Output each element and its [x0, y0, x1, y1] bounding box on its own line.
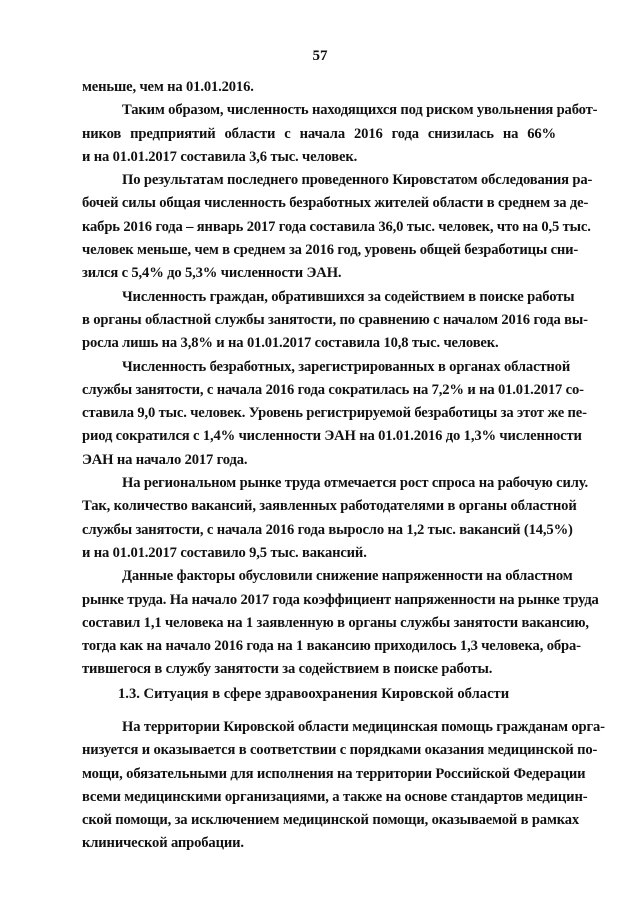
paragraph-line: составил 1,1 человека на 1 заявленную в органы службы занятости вакансию, [82, 614, 589, 631]
paragraph-line: ников предприятий области с начала 2016 года снизилась на 66% [82, 125, 556, 142]
paragraph-line: риод сократился с 1,4% численности ЭАН на 01.01.2016 до 1,3% численности [82, 428, 582, 445]
paragraph-line: ЭАН на начало 2017 года. [82, 451, 248, 468]
paragraph-line: тившегося в службу занятости за содействием в поиске работы. [82, 661, 493, 678]
paragraph-line: Так, количество вакансий, заявленных работодателями в органы областной [82, 498, 577, 515]
page-number: 57 [312, 48, 328, 64]
paragraph-line: службы занятости, с начала 2016 года сократилась на 7,2% и на 01.01.2017 со- [82, 381, 584, 398]
paragraph-line: Численность безработных, зарегистрированных в органах областной [122, 358, 571, 375]
paragraph-line: низуется и оказывается в соответствии с порядками оказания медицинской по- [82, 742, 598, 759]
paragraph-line: зился с 5,4% до 5,3% численности ЭАН. [82, 265, 342, 282]
paragraph-line: кабрь 2016 года – январь 2017 года составила 36,0 тыс. человек, что на 0,5 тыс. [82, 218, 591, 235]
paragraph-line: и на 01.01.2017 составило 9,5 тыс. вакансий. [82, 544, 367, 561]
paragraph-line: бочей силы общая численность безработных жителей области в среднем за де- [82, 195, 589, 212]
paragraph-line: меньше, чем на 01.01.2016. [82, 79, 254, 95]
paragraph-line: всеми медицинскими организациями, а также на основе стандартов медицин- [82, 788, 588, 805]
paragraph-line: клинической апробации. [82, 835, 244, 852]
paragraph-line: На региональном рынке труда отмечается рост спроса на рабочую силу. [122, 475, 588, 492]
paragraph-line: человек меньше, чем в среднем за 2016 год, уровень общей безработицы сни- [82, 242, 579, 259]
paragraph-line: службы занятости, с начала 2016 года выросло на 1,2 тыс. вакансий (14,5%) [82, 521, 573, 538]
paragraph-line: в органы областной службы занятости, по сравнению с началом 2016 года вы- [82, 311, 588, 328]
paragraph-line: ской помощи, за исключением медицинской помощи, оказываемой в рамках [82, 812, 580, 829]
paragraph-line: мощи, обязательными для исполнения на территории Российской Федерации [82, 765, 586, 782]
body-text-block-2 [82, 716, 605, 856]
paragraph-line: На территории Кировской области медицинская помощь гражданам орга- [122, 719, 605, 735]
paragraph-line: рынке труда. На начало 2017 года коэффициент напряженности на рынке труда [82, 591, 599, 608]
section-heading: 1.3. Ситуация в сфере здравоохранения Кировской области [118, 686, 510, 702]
paragraph-line: ставила 9,0 тыс. человек. Уровень регистрируемой безработицы за этот же пе- [82, 405, 587, 422]
paragraph-line: Данные факторы обусловили снижение напряженности на областном [122, 568, 573, 585]
paragraph-line: Таким образом, численность находящихся под риском увольнения работ- [122, 102, 598, 119]
paragraph-line: тогда как на начало 2016 года на 1 вакансию приходилось 1,3 человека, обра- [82, 638, 581, 655]
paragraph-line: По результатам последнего проведенного Кировстатом обследования ра- [122, 172, 593, 189]
paragraph-line: и на 01.01.2017 составила 3,6 тыс. человек. [82, 148, 358, 165]
paragraph-line: росла лишь на 3,8% и на 01.01.2017 составила 10,8 тыс. человек. [82, 335, 499, 352]
body-text-block-1 [82, 76, 599, 682]
paragraph-line: Численность граждан, обратившихся за содействием в поиске работы [122, 288, 575, 305]
